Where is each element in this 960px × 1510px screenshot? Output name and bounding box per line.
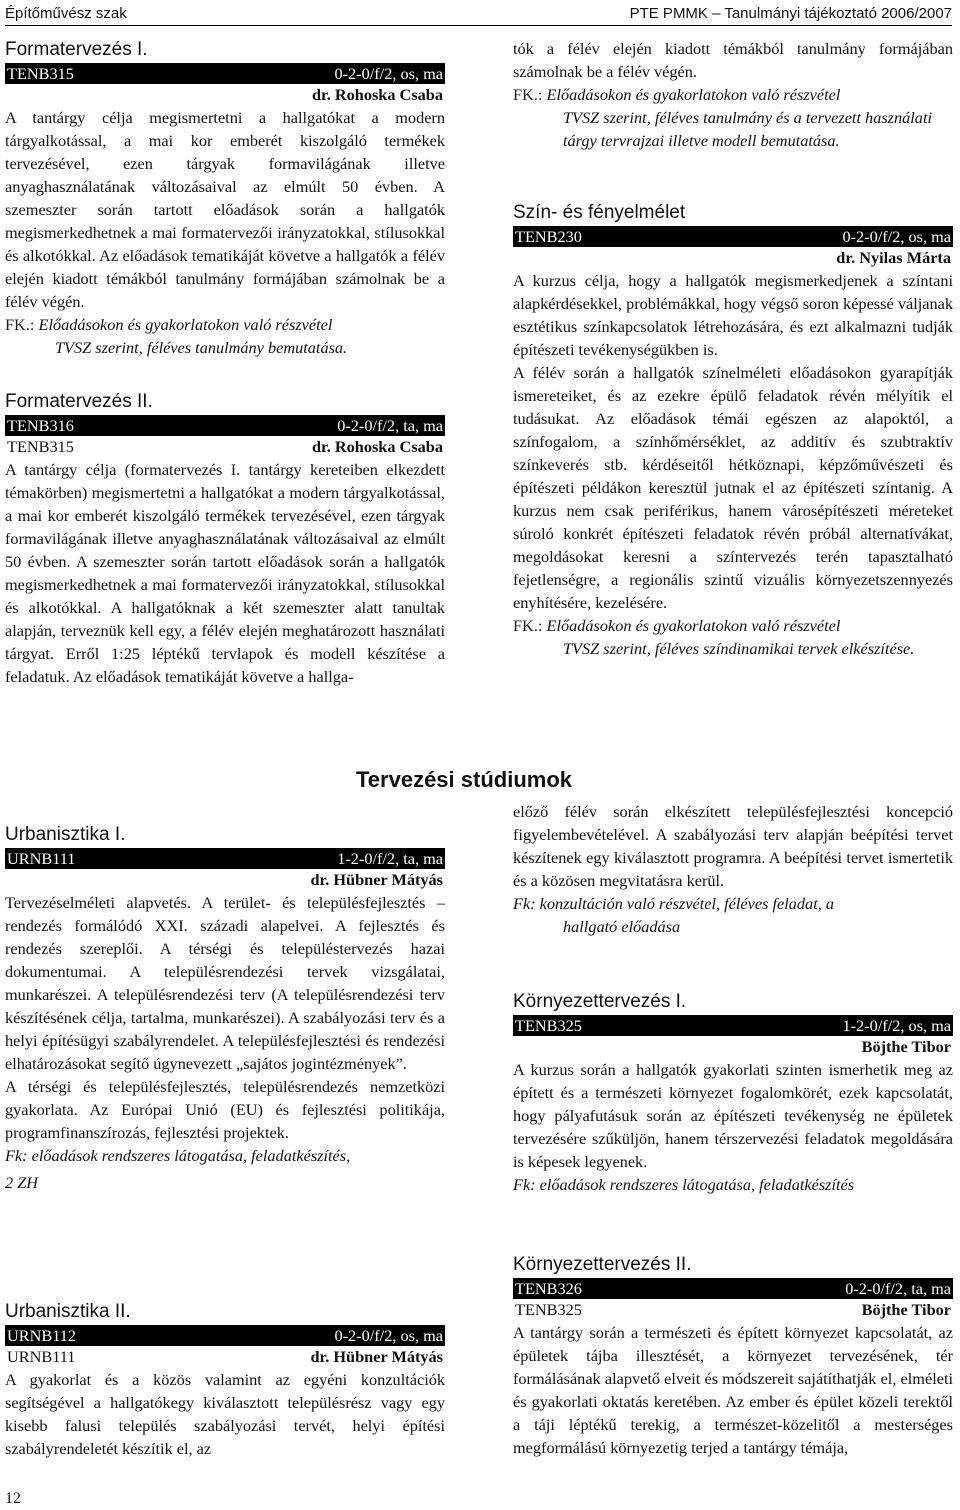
- course-description: A tantárgy célja megismertetni a hallgatókat a modern tárgyalkotással, a mai kor emberét kiszolgáló termékek tervezésével, ezen tárgyak formavilágának illetve anyaghasználatának változásaival az elmúlt 50 évben. A szemeszter során tartott előadások során a hallgatók megismerkedhetnek a mai formatervezői irányzatokkal, stílusokkal és alkotókkal. Az előadások tematikáját követve a hallgatók a félév elején kiadott témákból tanulmány formájában számolnak be a félév végén.: [5, 108, 445, 311]
- course-code-bar: [5, 63, 445, 84]
- course-credits: 1-2-0/f/2, os, ma: [842, 1016, 951, 1035]
- fk-line-1: Előadásokon és gyakorlatokon való részvétel: [546, 616, 841, 635]
- course-teacher-line: [5, 1346, 445, 1368]
- course-urbanisztika-2-continued: [513, 800, 953, 938]
- course-code-bar: [5, 1325, 445, 1346]
- section-heading: Tervezési stúdiumok: [356, 767, 572, 792]
- course-code: TENB325: [515, 1016, 582, 1035]
- course-description: A kurzus célja, hogy a hallgatók megismerkedjenek a színtani alapkérdésekkel, problémákkal, hogy végső soron képessé váljanak esztétikus színkapcsolatok létrehozására, és ezt alkalmazni tudják építészeti tevékenységükben is.: [513, 271, 953, 359]
- fk-prefix: FK.:: [5, 315, 35, 334]
- course-requirements: [513, 83, 953, 106]
- course-credits: 0-2-0/f/2, os, ma: [334, 1326, 443, 1345]
- fk-line-2: 2 ZH: [5, 1173, 39, 1192]
- course-teacher-line: [5, 869, 445, 891]
- course-credits: 0-2-0/f/2, os, ma: [334, 64, 443, 83]
- course-teacher-line: [5, 84, 445, 106]
- course-title: Környezettervezés II.: [513, 1254, 692, 1275]
- fk-prefix: FK.:: [513, 85, 543, 104]
- course-kornyezet-1: [513, 990, 953, 1196]
- course-code-bar: [5, 415, 445, 436]
- course-prereq: TENB325: [515, 1300, 582, 1319]
- course-description-continued: előző félév során elkészített településfejlesztési koncepció figyelembevételével. A szabályozási terv alapján beépítési tervet készítenek egy kiválasztott programra. A beépítési tervet ismertetik és a közösen megvitatásra kerül.: [513, 802, 953, 890]
- course-urbanisztika-2: [5, 1300, 445, 1460]
- course-description: A gyakorlat és a közös valamint az egyéni konzultációk segítségével a hallgatókegy kiválasztott településrész vagy egy kisebb falusi település szabályozási tervét, helyi építési szabályrendeletét készítik el, az: [5, 1370, 445, 1458]
- course-description-continued: tók a félév elején kiadott témákból tanulmány formájában számolnak be a félév végén.: [513, 39, 953, 81]
- course-code-bar: [5, 848, 445, 869]
- course-teacher-line: [513, 1036, 953, 1058]
- course-requirements: [5, 313, 445, 336]
- course-urbanisztika-1: [5, 823, 445, 1194]
- course-code-bar: [513, 1015, 953, 1036]
- course-code-bar: [513, 1278, 953, 1299]
- course-teacher: dr. Rohoska Csaba: [311, 437, 443, 456]
- fk-line-1: Fk: előadások rendszeres látogatása, feladatkészítés,: [5, 1146, 351, 1165]
- fk-line-2: TVSZ szerint, féléves színdinamikai tervek elkészítése.: [563, 639, 915, 658]
- course-code: TENB316: [7, 416, 74, 435]
- course-code: URNB112: [7, 1326, 77, 1345]
- course-code: TENB326: [515, 1279, 582, 1298]
- course-formatervezes-2: [5, 390, 445, 688]
- course-description: Tervezéselméleti alapvetés. A terület- és településfejlesztés – rendezés formálódó XXI. századi alapelvei. A fejlesztés és rendezés szereplői. A térségi és településtervezés hazai dokumentumai. A településrendezési tervek vizsgálatai, munkarészei. A településrendezési terv (A településrendezési terv készítésének célja, tartalma, munkarészei). A szabályozási terv és a helyi építésügyi szabályrendelet. A településfejlesztési és rendezési elhatározásokat segítő úgynevezett „sajátos jogintézmények”.: [5, 893, 445, 1073]
- course-kornyezet-2: [513, 1253, 953, 1459]
- course-prereq: TENB315: [7, 437, 74, 456]
- header-left: Építőművész szak: [5, 5, 127, 22]
- fk-line-1: Előadásokon és gyakorlatokon való részvétel: [38, 315, 333, 334]
- course-teacher: dr. Nyilas Márta: [836, 248, 951, 267]
- fk-line-2: TVSZ szerint, féléves tanulmány és a tervezett használati tárgy tervrajzai illetve modell bemutatása.: [563, 108, 932, 150]
- course-code: URNB111: [7, 849, 76, 868]
- course-teacher-line: [513, 1299, 953, 1321]
- course-description: A kurzus során a hallgatók gyakorlati szinten ismerhetik meg az épített és a természeti környezet fogalomkörét, ezek kapcsolatát, hogy pályafutásuk során az építészeti tevékenység ne épületek tervezésére szűküljön, hanem térszervezési feladatok megoldására is képesek legyenek.: [513, 1060, 953, 1171]
- course-formatervezes-1: [5, 38, 445, 359]
- page-header: [5, 3, 952, 26]
- course-description-2: A térségi és településfejlesztés, településrendezés nemzetközi gyakorlata. Az Európai Unió (EU) és fejlesztési politikája, programfinanszírozás, fejlesztési projektek.: [5, 1077, 445, 1142]
- course-credits: 0-2-0/f/2, ta, ma: [337, 416, 443, 435]
- fk-line-1: Előadásokon és gyakorlatokon való részvétel: [546, 85, 841, 104]
- course-description-2: A félév során a hallgatók színelméleti előadásokon gyarapítják ismereteiket, és az ezekre épülő feladatok révén mélyítik el tudásukat. Az előadások témái egészen az alapoktól, a színfogalom, a színhőmérséklet, az additív és szubtraktív színkeverés stb. kérdéseitől hétköznapi, képzőművészeti és építészeti példákon keresztül jutnak el az építészeti színtanig. A kurzus nem csak periférikus, hanem városépítészeti méreteket súroló konkrét építészeti feladatok révén próbál alternatívákat, megoldásokat keresni a színtervezés terén tapasztalható fejetlenségre, a regionális szintű vizuális környezetszennyezés enyhítésére, kezelésére.: [513, 363, 953, 612]
- course-title: Környezettervezés I.: [513, 991, 687, 1012]
- course-title: Szín- és fényelmélet: [513, 202, 686, 223]
- course-code: TENB230: [515, 227, 582, 246]
- course-title: Formatervezés I.: [5, 39, 148, 60]
- course-code: TENB315: [7, 64, 74, 83]
- course-teacher: Böjthe Tibor: [861, 1300, 951, 1319]
- course-teacher: dr. Hübner Mátyás: [310, 870, 443, 889]
- fk-line-2: TVSZ szerint, féléves tanulmány bemutatása.: [55, 338, 348, 357]
- course-teacher-line: [513, 247, 953, 269]
- course-description: A tantárgy célja (formatervezés I. tantárgy kereteiben elkezdett témakörben) megismertetni a hallgatókat a modern tárgyalkotással, a mai kor emberét kiszolgáló termékek tervezésével, ezen tárgyak formavilágának illetve anyaghasználatának változásaival az elmúlt 50 évben. A szemeszter során tartott előadások során a hallgatók megismerkedhetnek a mai formatervezői irányzatokkal, stílusokkal és alkotókkal. A hallgatóknak a két szemeszter alatt tanultak alapján, terveznük kell egy, a félév elején meghatározott használati tárgyat. Erről 1:25 léptékű tervlapok és modell készítése a feladatuk. Az előadások tematikáját követve a hallga-: [5, 460, 445, 686]
- header-right: PTE PMMK – Tanulmányi tájékoztató 2006/2007: [629, 5, 952, 22]
- course-teacher-line: [5, 436, 445, 458]
- course-formatervezes-2-continued: [513, 37, 953, 152]
- course-code-bar: [513, 226, 953, 247]
- course-requirements: [513, 614, 953, 637]
- course-credits: 0-2-0/f/2, os, ma: [842, 227, 951, 246]
- course-teacher: dr. Rohoska Csaba: [311, 85, 443, 104]
- course-teacher: Böjthe Tibor: [861, 1037, 951, 1056]
- course-title: Formatervezés II.: [5, 391, 153, 412]
- page-number: 12: [5, 1490, 21, 1507]
- course-description: A tantárgy során a természeti és épített környezet kapcsolatát, az épületek tájba illesztését, a környezet tervezésének, tér formálásának alapvető elveit és módszereit sajátíthatják el, elméleti és gyakorlati oktatás keretében. Az ember és épület közeli terektől a táji léptékű terekig, a természet-közelitől a mesterséges megformálású környezetig terjed a tantárgy témája,: [513, 1323, 953, 1457]
- course-teacher: dr. Hübner Mátyás: [310, 1347, 443, 1366]
- fk-prefix: FK.:: [513, 616, 543, 635]
- course-szin: [513, 201, 953, 660]
- fk-line-1: Fk: előadások rendszeres látogatása, feladatkészítés: [513, 1175, 855, 1194]
- fk-line-2: hallgató előadása: [563, 917, 681, 936]
- fk-line-1: Fk: konzultáción való részvétel, féléves feladat, a: [513, 894, 834, 913]
- course-title: Urbanisztika I.: [5, 824, 126, 845]
- course-credits: 1-2-0/f/2, ta, ma: [337, 849, 443, 868]
- course-credits: 0-2-0/f/2, ta, ma: [845, 1279, 951, 1298]
- course-prereq: URNB111: [7, 1347, 76, 1366]
- course-title: Urbanisztika II.: [5, 1301, 131, 1322]
